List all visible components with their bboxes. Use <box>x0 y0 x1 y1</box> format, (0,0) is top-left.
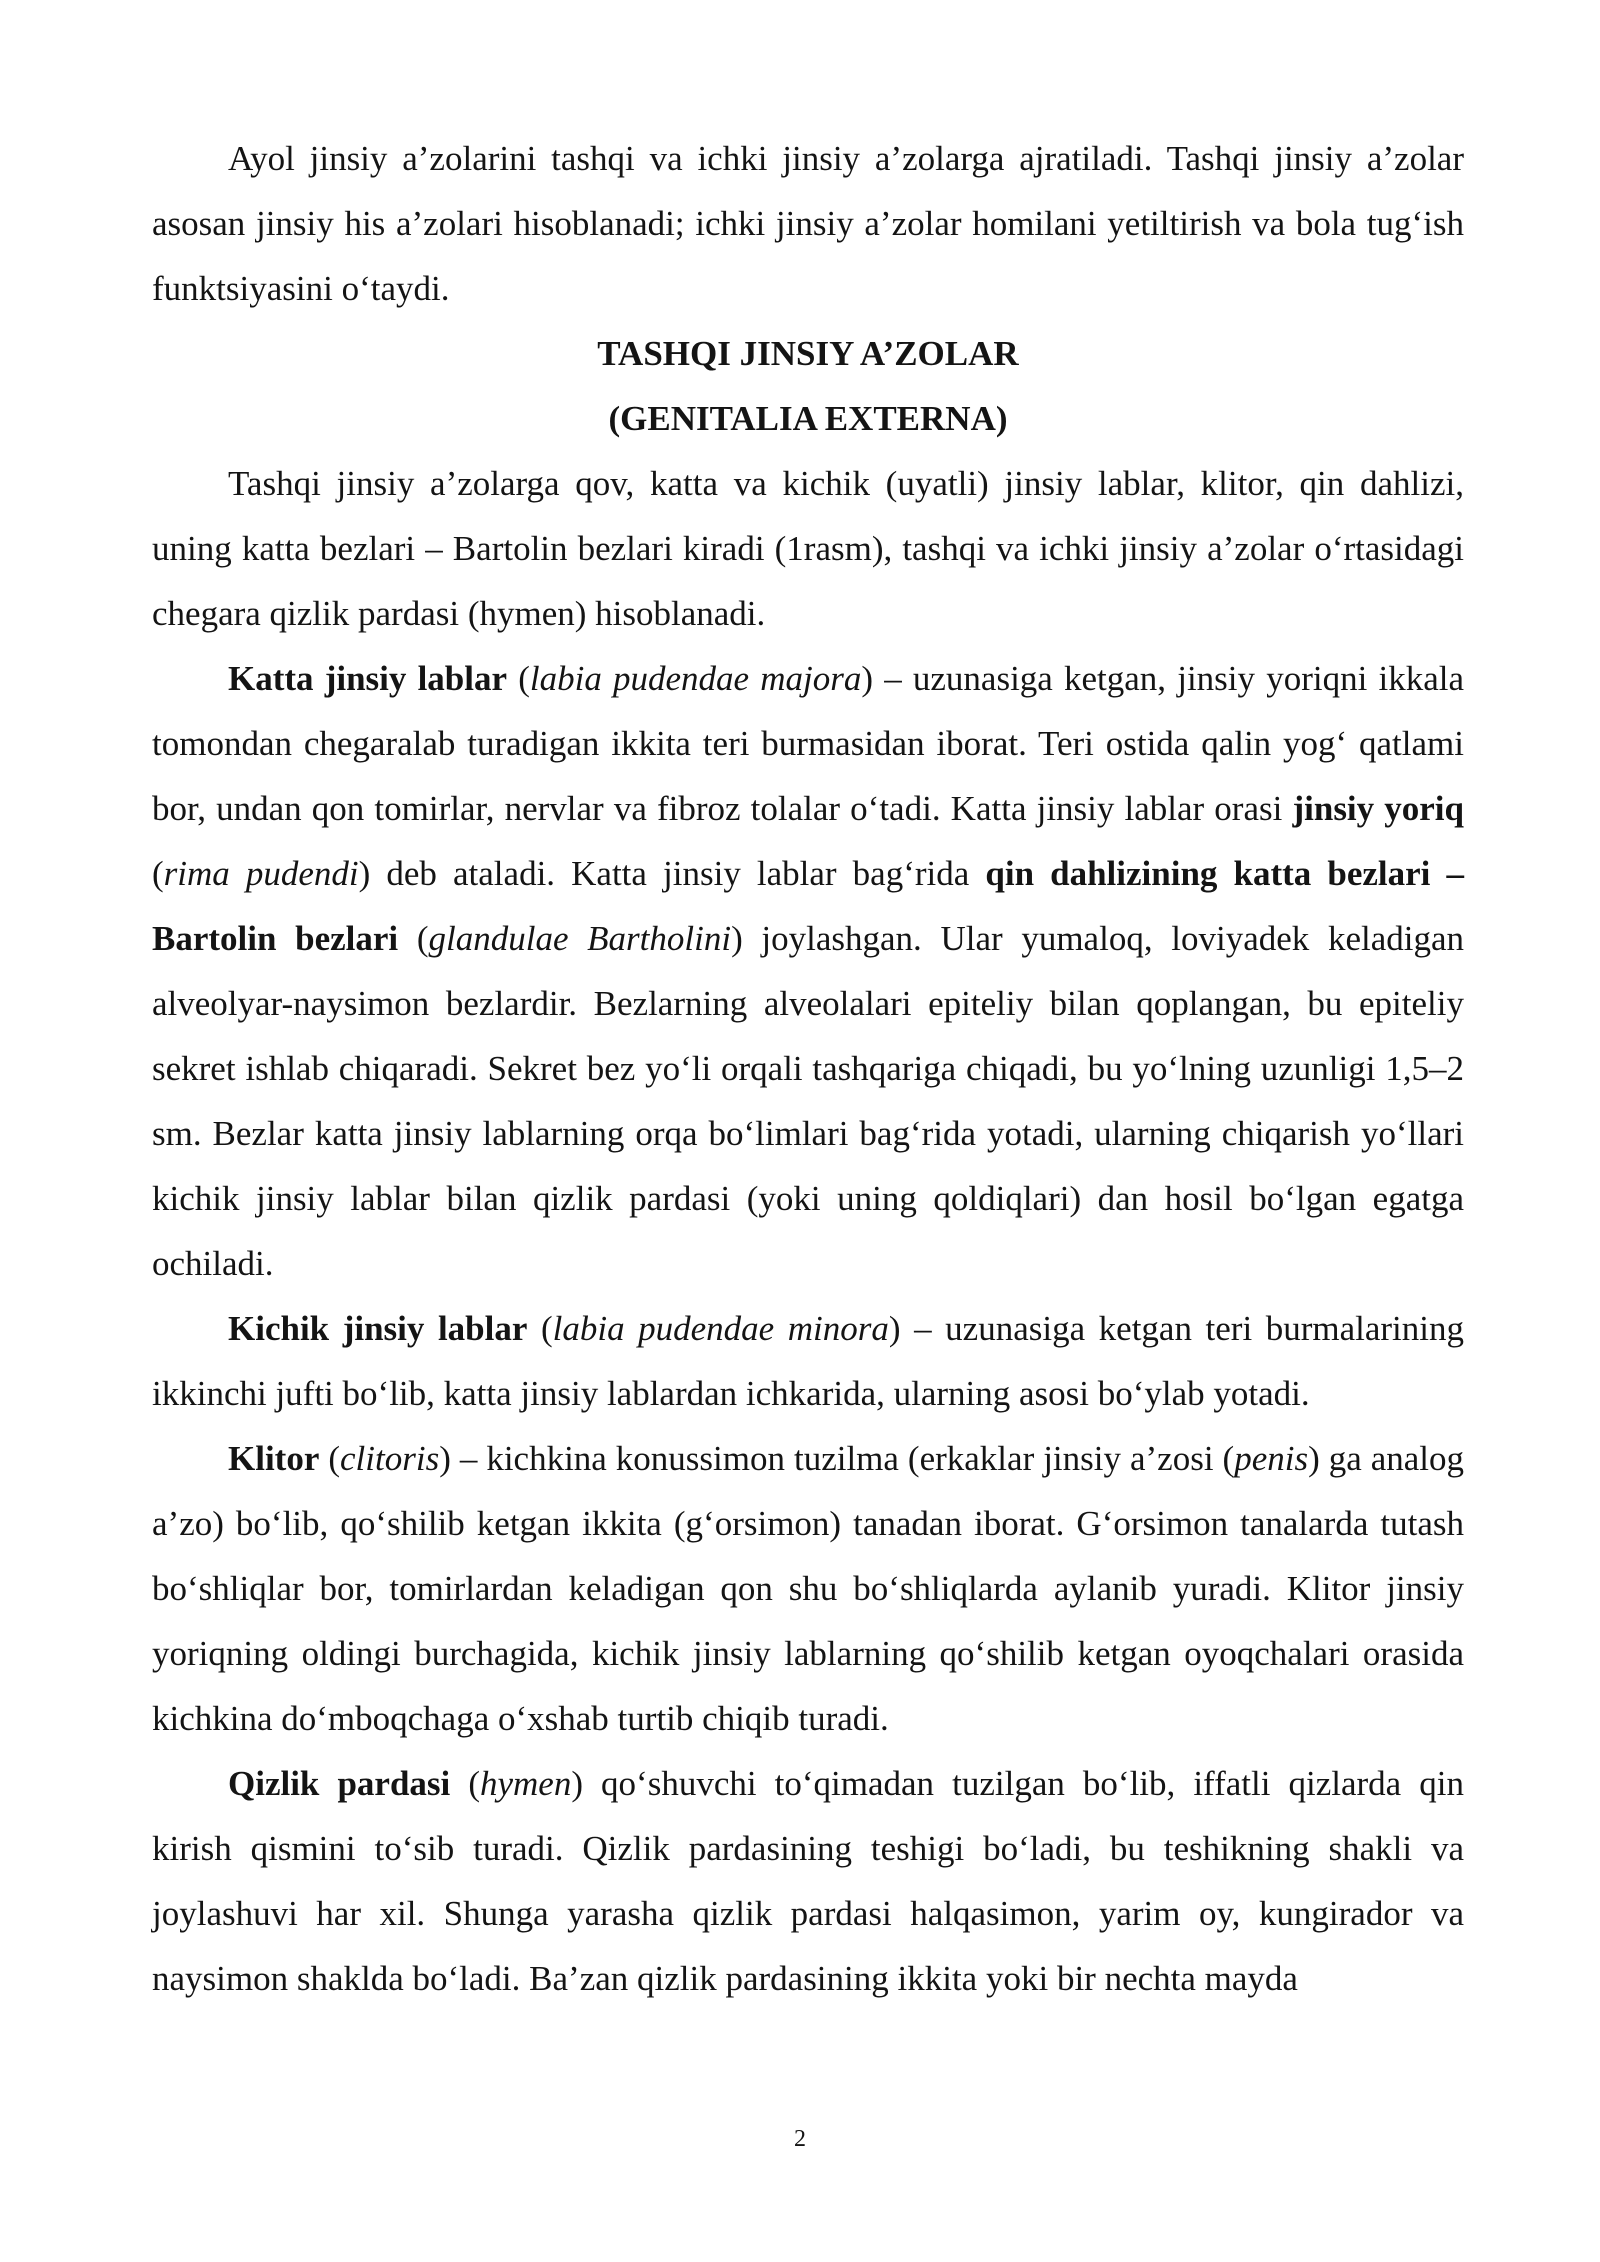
labia-majora-paragraph <box>152 646 1464 1296</box>
term-labia-minora: Kichik jinsiy lablar <box>228 1309 528 1348</box>
text-segment: ( <box>507 659 530 698</box>
text-segment: ) – uzunasiga ketgan, jinsiy yoriqni ikkala tomondan chegaralab turadigan ikkita teri burmasidan iborat. Teri ostida qalin yog‘ qatlami bor, undan qon tomirlar, nervlar va fibroz tolalar o‘tadi. Katta jinsiy lablar orasi <box>152 659 1465 828</box>
text-segment: ) deb ataladi. Katta jinsiy lablar bag‘rida <box>358 854 986 893</box>
section-title: TASHQI JINSIY A’ZOLAR <box>597 334 1019 373</box>
text-segment: ( <box>319 1439 341 1478</box>
text-segment: ( <box>398 919 429 958</box>
text-segment: ) joylashgan. Ular yumaloq, loviyadek keladigan alveolyar-naysimon bezlardir. Bezlarning alveolalari epiteliy bilan qoplangan, bu epiteliy sekret ishlab chiqaradi. Sekret bez yo‘li orqali tashqariga chiqadi, bu yo‘lning uzunligi 1,5–2 sm. Bezlar katta jinsiy lablarning orqa bo‘limlari bag‘rida yotadi, ularning chiqarish yo‘llari kichik jinsiy lablar bilan qizlik pardasi (yoki uning qoldiqlari) dan hosil bo‘lgan egatga ochiladi. <box>152 919 1464 1283</box>
latin-term: labia pudendae majora <box>529 659 862 698</box>
term-bartholin: qin dahlizining katta bezlari – Bartolin bezlari <box>152 854 1464 958</box>
text-segment: ) – kichkina konussimon tuzilma (erkaklar jinsiy a’zosi ( <box>439 1439 1235 1478</box>
text-segment: ( <box>527 1309 553 1348</box>
section-subtitle: (GENITALIA EXTERNA) <box>608 399 1008 438</box>
text-segment: ) ga analog a’zo) bo‘lib, qo‘shilib ketgan ikkita (g‘orsimon) tanadan iborat. G‘orsimon tanalarda tutash bo‘shliqlar bor, tomirlardan keladigan qon shu bo‘shliqlarda aylanib yuradi. Klitor jinsiy yoriqning oldingi burchagida, kichik jinsiy lablarning qo‘shilib ketgan oyoqchalari orasida kichkina do‘mboqchaga o‘xshab turtib chiqib turadi. <box>152 1439 1465 1738</box>
latin-term: clitoris <box>340 1439 440 1478</box>
document-page <box>152 126 1464 2011</box>
term-hymen: Qizlik pardasi <box>228 1764 451 1803</box>
term-labia-majora: Katta jinsiy lablar <box>228 659 508 698</box>
labia-minora-paragraph <box>152 1296 1464 1426</box>
text-segment: ( <box>450 1764 480 1803</box>
latin-term: rima pudendi <box>163 854 359 893</box>
latin-term: glandulae Bartholini <box>428 919 732 958</box>
latin-term: labia pudendae minora <box>552 1309 889 1348</box>
text-segment: ) – uzunasiga ketgan teri burmalarining ikkinchi jufti bo‘lib, katta jinsiy lablardan ichkarida, ularning asosi bo‘ylab yotadi. <box>152 1309 1465 1413</box>
term-rima: jinsiy yoriq <box>1292 789 1465 828</box>
clitoris-paragraph <box>152 1426 1464 1751</box>
overview-paragraph: Tashqi jinsiy a’zolarga qov, katta va kichik (uyatli) jinsiy lablar, klitor, qin dahlizi, uning katta bezlari – Bartolin bezlari kiradi (1rasm), tashqi va ichki jinsiy a’zolar o‘rtasidagi chegara qizlik pardasi (hymen) hisoblanadi. <box>152 464 1464 633</box>
latin-term: hymen <box>479 1764 572 1803</box>
hymen-paragraph <box>152 1751 1464 2011</box>
page-number: 2 <box>794 2126 806 2152</box>
text-segment: ( <box>152 854 164 893</box>
intro-paragraph: Ayol jinsiy a’zolarini tashqi va ichki jinsiy a’zolarga ajratiladi. Tashqi jinsiy a’zolar asosan jinsiy his a’zolari hisoblanadi; ichki jinsiy a’zolar homilani yetiltirish va bola tug‘ish funktsiyasini o‘taydi. <box>152 139 1464 308</box>
term-clitoris: Klitor <box>228 1439 320 1478</box>
text-segment: ) qo‘shuvchi to‘qimadan tuzilgan bo‘lib, iffatli qizlarda qin kirish qismini to‘sib turadi. Qizlik pardasining teshigi bo‘ladi, bu teshikning shakli va joylashuvi har xil. Shunga yarasha qizlik pardasi halqasimon, yarim oy, kungirador va naysimon shaklda bo‘ladi. Ba’zan qizlik pardasining ikkita yoki bir nechta mayda <box>152 1764 1464 1998</box>
latin-term: penis <box>1234 1439 1309 1478</box>
